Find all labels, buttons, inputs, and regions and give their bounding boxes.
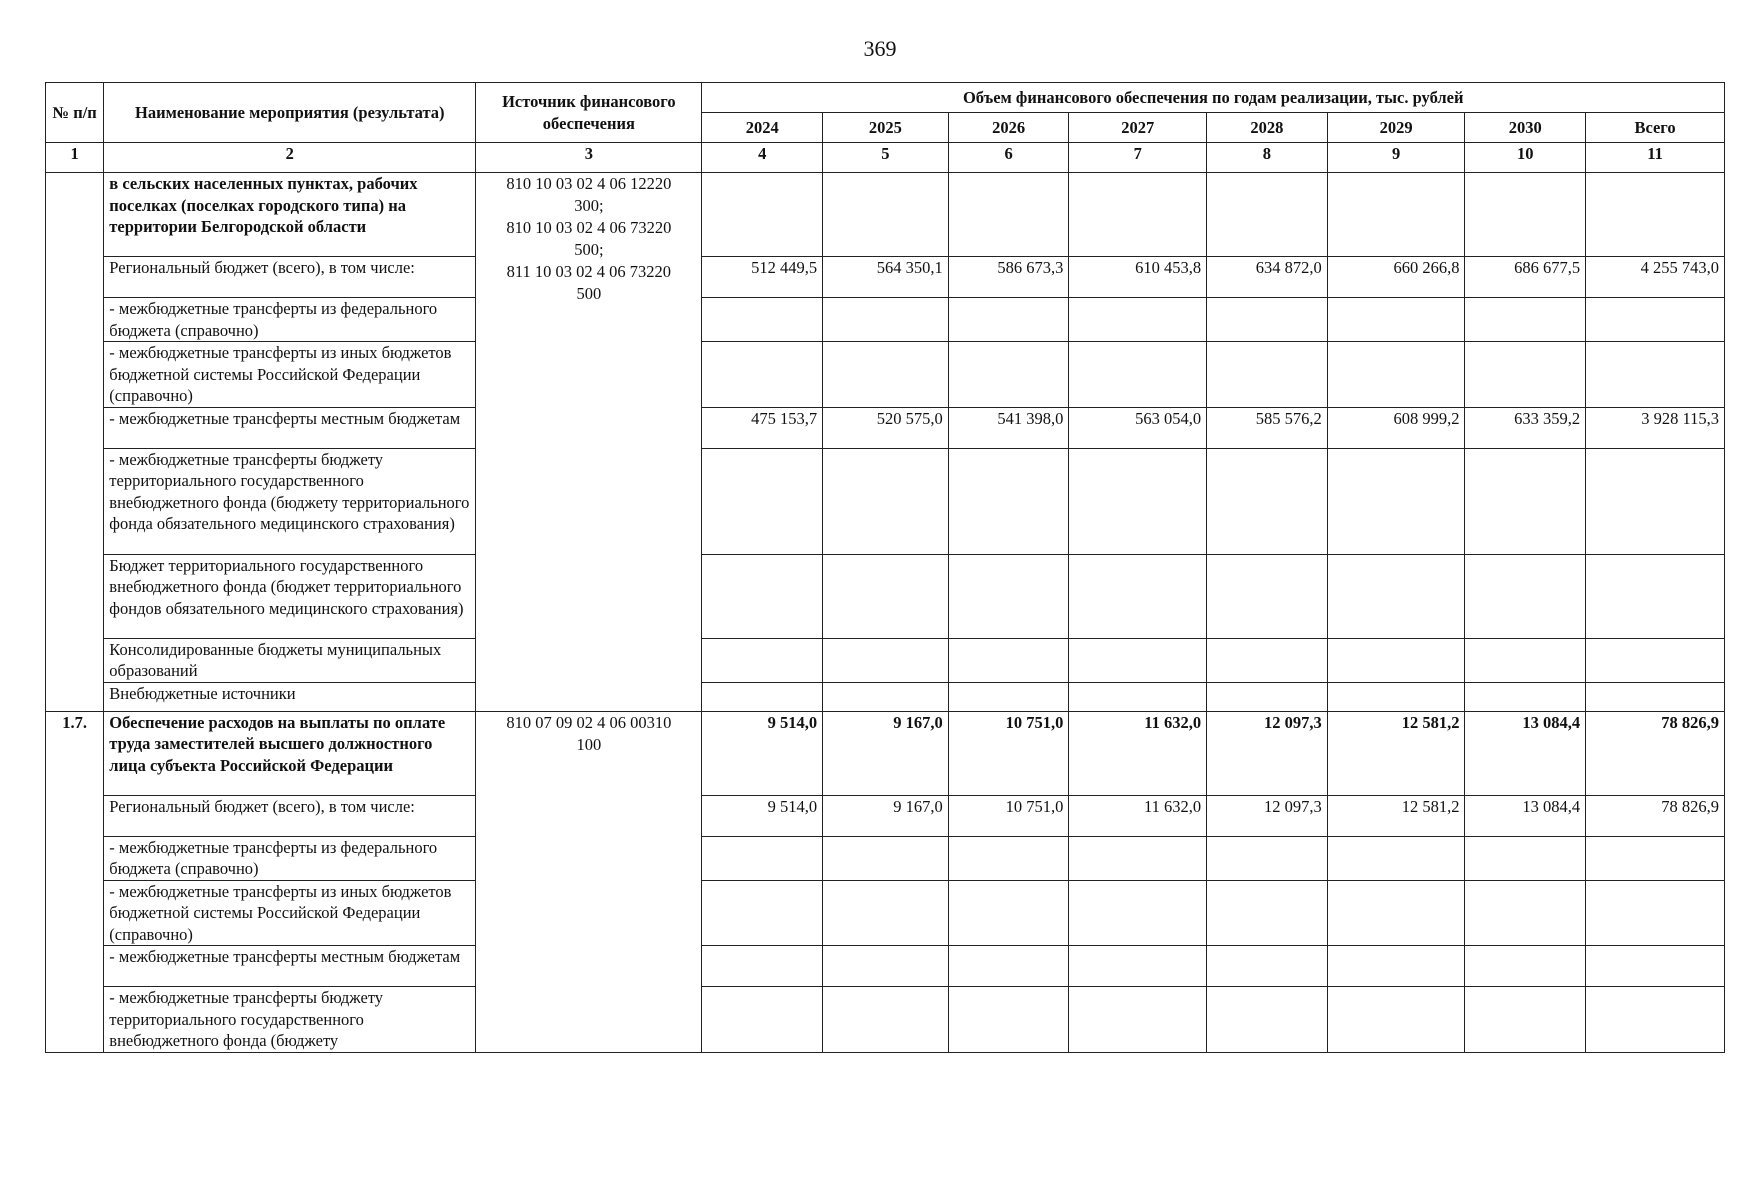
cell-value xyxy=(1069,987,1207,1053)
cell-value: 520 575,0 xyxy=(823,407,949,448)
cell-total xyxy=(1586,342,1725,408)
row-label: Региональный бюджет (всего), в том числе: xyxy=(104,795,476,836)
cell-total xyxy=(1586,173,1725,257)
cell-total: 78 826,9 xyxy=(1586,711,1725,795)
source-code-line: 811 10 03 02 4 06 73220 xyxy=(506,262,672,281)
cell-total xyxy=(1586,554,1725,638)
cell-value xyxy=(1069,638,1207,682)
cell-value: 10 751,0 xyxy=(948,711,1069,795)
cell-value xyxy=(1465,638,1586,682)
cell-value: 12 581,2 xyxy=(1327,711,1465,795)
cell-value xyxy=(823,946,949,987)
cell-value xyxy=(1327,554,1465,638)
cell-value: 10 751,0 xyxy=(948,795,1069,836)
table-row xyxy=(46,682,1725,711)
row-label: - межбюджетные трансферты из иных бюджетов бюджетной системы Российской Федерации (справочно) xyxy=(104,342,476,408)
cell-value xyxy=(1327,173,1465,257)
cell-value xyxy=(1069,298,1207,342)
table-row xyxy=(46,257,1725,298)
cell-value: 475 153,7 xyxy=(702,407,823,448)
cell-value: 512 449,5 xyxy=(702,257,823,298)
cell-value: 12 097,3 xyxy=(1207,795,1328,836)
cell-value xyxy=(1465,448,1586,554)
cell-value xyxy=(1069,554,1207,638)
cell-value: 13 084,4 xyxy=(1465,795,1586,836)
cell-value: 11 632,0 xyxy=(1069,711,1207,795)
table-row xyxy=(46,711,1725,795)
cell-value xyxy=(1327,946,1465,987)
cell-value xyxy=(1465,342,1586,408)
table-row xyxy=(46,448,1725,554)
cell-value: 12 581,2 xyxy=(1327,795,1465,836)
cell-value xyxy=(1207,342,1328,408)
cell-value xyxy=(948,880,1069,946)
column-index: 5 xyxy=(823,143,949,173)
cell-value xyxy=(948,448,1069,554)
cell-value xyxy=(702,448,823,554)
cell-value xyxy=(1465,880,1586,946)
section-b-body xyxy=(46,711,1725,1052)
cell-value xyxy=(702,946,823,987)
column-index: 7 xyxy=(1069,143,1207,173)
cell-value: 686 677,5 xyxy=(1465,257,1586,298)
header-year: 2030 xyxy=(1465,113,1586,143)
cell-value xyxy=(1327,987,1465,1053)
cell-total xyxy=(1586,298,1725,342)
cell-value xyxy=(1207,987,1328,1053)
source-code-line: 100 xyxy=(576,734,602,754)
cell-value xyxy=(702,342,823,408)
cell-total xyxy=(1586,880,1725,946)
cell-value xyxy=(1327,880,1465,946)
cell-value xyxy=(1069,342,1207,408)
cell-value xyxy=(1069,836,1207,880)
cell-value: 564 350,1 xyxy=(823,257,949,298)
cell-value xyxy=(702,554,823,638)
cell-value: 541 398,0 xyxy=(948,407,1069,448)
header-year: 2028 xyxy=(1207,113,1328,143)
cell-value xyxy=(948,682,1069,711)
row-label: - межбюджетные трансферты местным бюджетам xyxy=(104,407,476,448)
header-year: 2029 xyxy=(1327,113,1465,143)
cell-value xyxy=(1465,946,1586,987)
column-index: 10 xyxy=(1465,143,1586,173)
cell-value xyxy=(1465,298,1586,342)
cell-total xyxy=(1586,987,1725,1053)
cell-value xyxy=(702,173,823,257)
source-code-line: 500; xyxy=(574,240,604,259)
cell-value xyxy=(1207,298,1328,342)
cell-value xyxy=(823,554,949,638)
cell-value xyxy=(1327,638,1465,682)
section-a-body xyxy=(46,173,1725,712)
cell-value xyxy=(1465,682,1586,711)
row-label: - межбюджетные трансферты из иных бюджетов бюджетной системы Российской Федерации (справочно) xyxy=(104,880,476,946)
financing-table xyxy=(45,82,1725,1053)
header-name: Наименование мероприятия (результата) xyxy=(104,83,476,143)
page-number: 369 xyxy=(863,36,897,61)
cell-value xyxy=(823,173,949,257)
cell-value: 586 673,3 xyxy=(948,257,1069,298)
item-number xyxy=(46,173,104,712)
source-code-line: 810 10 03 02 4 06 73220 xyxy=(506,218,672,237)
row-label: Бюджет территориального государственного внебюджетного фонда (бюджет территориального фондов обязательного медицинского страхования) xyxy=(104,554,476,638)
cell-value: 11 632,0 xyxy=(1069,795,1207,836)
cell-value: 610 453,8 xyxy=(1069,257,1207,298)
cell-total xyxy=(1586,638,1725,682)
cell-value xyxy=(948,638,1069,682)
cell-value xyxy=(1327,836,1465,880)
cell-value xyxy=(702,987,823,1053)
cell-value xyxy=(1465,173,1586,257)
table-row xyxy=(46,795,1725,836)
row-label: в сельских населенных пунктах, рабочих поселках (поселках городского типа) на территории Белгородской области xyxy=(104,173,476,257)
header-total: Всего xyxy=(1586,113,1725,143)
cell-value xyxy=(702,638,823,682)
cell-total xyxy=(1586,836,1725,880)
cell-value xyxy=(702,298,823,342)
cell-total: 3 928 115,3 xyxy=(1586,407,1725,448)
cell-value: 12 097,3 xyxy=(1207,711,1328,795)
cell-value xyxy=(823,342,949,408)
cell-total: 4 255 743,0 xyxy=(1586,257,1725,298)
cell-value xyxy=(1207,554,1328,638)
cell-value: 9 514,0 xyxy=(702,711,823,795)
cell-value: 9 167,0 xyxy=(823,711,949,795)
cell-value xyxy=(823,638,949,682)
table-row xyxy=(46,638,1725,682)
cell-value xyxy=(948,342,1069,408)
cell-value xyxy=(1207,173,1328,257)
table-row xyxy=(46,880,1725,946)
source-code xyxy=(476,173,702,712)
header-no: № п/п xyxy=(46,83,104,143)
source-code-line: 810 10 03 02 4 06 12220 xyxy=(506,174,672,193)
column-index: 4 xyxy=(702,143,823,173)
table-row xyxy=(46,407,1725,448)
item-number: 1.7. xyxy=(46,711,104,1052)
column-index: 6 xyxy=(948,143,1069,173)
cell-value xyxy=(1207,836,1328,880)
cell-value xyxy=(1465,836,1586,880)
cell-value xyxy=(948,987,1069,1053)
source-code-line: 500 xyxy=(576,284,602,303)
cell-value xyxy=(1327,682,1465,711)
cell-total: 78 826,9 xyxy=(1586,795,1725,836)
table-row xyxy=(46,342,1725,408)
cell-value xyxy=(702,880,823,946)
cell-value: 563 054,0 xyxy=(1069,407,1207,448)
header-source: Источник финансового обеспечения xyxy=(476,83,702,143)
cell-value xyxy=(823,298,949,342)
row-label: - межбюджетные трансферты местным бюджетам xyxy=(104,946,476,987)
cell-value xyxy=(1207,682,1328,711)
cell-value xyxy=(948,298,1069,342)
cell-value xyxy=(823,880,949,946)
cell-value: 633 359,2 xyxy=(1465,407,1586,448)
cell-total xyxy=(1586,682,1725,711)
row-label: - межбюджетные трансферты бюджету территориального государственного внебюджетного фонда (бюджету xyxy=(104,987,476,1053)
cell-value xyxy=(1327,298,1465,342)
cell-total xyxy=(1586,448,1725,554)
cell-value xyxy=(1069,682,1207,711)
row-label: - межбюджетные трансферты из федерального бюджета (справочно) xyxy=(104,298,476,342)
cell-value xyxy=(1465,554,1586,638)
table-row xyxy=(46,298,1725,342)
header-year: 2026 xyxy=(948,113,1069,143)
cell-value: 660 266,8 xyxy=(1327,257,1465,298)
column-index: 1 xyxy=(46,143,104,173)
column-index: 11 xyxy=(1586,143,1725,173)
row-label: Обеспечение расходов на выплаты по оплате труда заместителей высшего должностного лица субъекта Российской Федерации xyxy=(104,711,476,795)
cell-value xyxy=(702,682,823,711)
cell-value xyxy=(1465,987,1586,1053)
header-year: 2025 xyxy=(823,113,949,143)
source-code xyxy=(476,711,702,1052)
row-label: Региональный бюджет (всего), в том числе: xyxy=(104,257,476,298)
cell-value xyxy=(1327,448,1465,554)
cell-value xyxy=(1069,880,1207,946)
column-index: 9 xyxy=(1327,143,1465,173)
cell-value: 608 999,2 xyxy=(1327,407,1465,448)
cell-value xyxy=(1207,448,1328,554)
cell-value: 585 576,2 xyxy=(1207,407,1328,448)
header-volume: Объем финансового обеспечения по годам реализации, тыс. рублей xyxy=(702,83,1725,113)
table-row xyxy=(46,173,1725,257)
cell-value: 634 872,0 xyxy=(1207,257,1328,298)
column-index: 2 xyxy=(104,143,476,173)
row-label: - межбюджетные трансферты из федерального бюджета (справочно) xyxy=(104,836,476,880)
column-index: 8 xyxy=(1207,143,1328,173)
table-row xyxy=(46,987,1725,1053)
cell-value xyxy=(823,448,949,554)
cell-value: 9 167,0 xyxy=(823,795,949,836)
cell-value: 13 084,4 xyxy=(1465,711,1586,795)
cell-value xyxy=(1069,946,1207,987)
row-label: - межбюджетные трансферты бюджету территориального государственного внебюджетного фонда (бюджету территориального фонда обязательного медицинского страхования) xyxy=(104,448,476,554)
source-code-line: 300; xyxy=(574,196,604,215)
cell-value xyxy=(948,554,1069,638)
cell-value xyxy=(1069,448,1207,554)
row-label: Внебюджетные источники xyxy=(104,682,476,711)
cell-value xyxy=(823,682,949,711)
cell-value xyxy=(823,836,949,880)
cell-value xyxy=(823,987,949,1053)
cell-value xyxy=(1207,946,1328,987)
cell-value xyxy=(1069,173,1207,257)
table-row xyxy=(46,946,1725,987)
cell-value xyxy=(702,836,823,880)
cell-value xyxy=(948,946,1069,987)
source-code-line: 810 07 09 02 4 06 00310 xyxy=(506,712,672,732)
column-index: 3 xyxy=(476,143,702,173)
cell-value xyxy=(1327,342,1465,408)
cell-total xyxy=(1586,946,1725,987)
cell-value xyxy=(1207,638,1328,682)
cell-value xyxy=(948,836,1069,880)
table-row xyxy=(46,836,1725,880)
header-year: 2027 xyxy=(1069,113,1207,143)
cell-value xyxy=(948,173,1069,257)
row-label: Консолидированные бюджеты муниципальных образований xyxy=(104,638,476,682)
cell-value: 9 514,0 xyxy=(702,795,823,836)
table-row xyxy=(46,554,1725,638)
cell-value xyxy=(1207,880,1328,946)
header-year: 2024 xyxy=(702,113,823,143)
